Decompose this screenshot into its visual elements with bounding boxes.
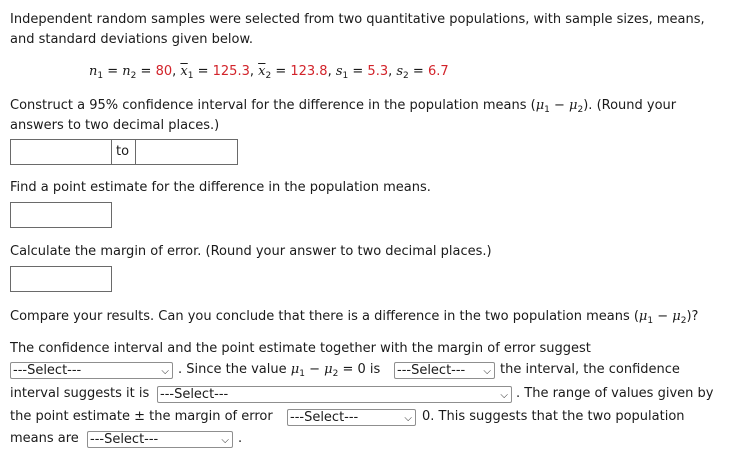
q2-text: Find a point estimate for the difference in the population means. [10,180,431,195]
q4-paragraph-line-1: The confidence interval and the point estimate together with the margin of error suggest [10,341,591,356]
q4-text: Compare your results. Can you conclude that there is a difference in the two population means $(\mu_1 - \mu_2)$? [10,309,699,326]
n-value: 80 [155,64,173,79]
q4-paragraph-line-4a: the point estimate ± the margin of error [10,409,273,424]
ci-suggests-select[interactable]: ---Select--- ⌵ [157,386,512,403]
chevron-down-icon: ⌵ [221,435,229,446]
ci-upper-input[interactable] [135,139,238,165]
chevron-down-icon: ⌵ [500,390,508,401]
chevron-down-icon: ⌵ [404,413,412,424]
q1-line-1: Construct a 95% confidence interval for the difference in the population means $(\mu_1 - \mu_2)$. (Round your [10,98,677,115]
q4-paragraph-line-3a: interval suggests it is [10,386,150,401]
point-estimate-input[interactable] [10,202,112,228]
x2-value: 123.8 [290,64,328,79]
q4-paragraph-line-2c: the interval, the confidence [500,362,680,377]
margin-of-error-input[interactable] [10,266,112,292]
range-compare-select[interactable]: ---Select--- ⌵ [287,409,416,426]
q4-paragraph-line-4b: 0. This suggests that the two population [422,409,685,424]
s2-value: 6.7 [427,64,449,79]
ci-lower-input[interactable] [10,139,112,165]
x1-value: 125.3 [212,64,250,79]
chevron-down-icon: ⌵ [161,366,169,377]
to-label: to [111,139,136,165]
q4-paragraph-line-2a: . Since the value $\mu_1 - \mu_2 = 0$ is [178,362,381,379]
s1-value: 5.3 [367,64,389,79]
in-interval-select[interactable]: ---Select--- ⌵ [394,362,495,379]
intro-line-2: and standard deviations given below. [10,32,254,47]
q4-paragraph-line-5b: . [238,431,243,446]
q3-text: Calculate the margin of error. (Round your answer to two decimal places.) [10,244,492,259]
means-are-select[interactable]: ---Select--- ⌵ [87,431,233,448]
chevron-down-icon: ⌵ [483,366,491,377]
q4-paragraph-line-5a: means are [10,431,79,446]
q1-line-2: answers to two decimal places.) [10,118,220,133]
intro-line-1: Independent random samples were selected from two quantitative populations, with sample sizes, means, [10,12,705,27]
q4-paragraph-line-3b: . The range of values given by [516,386,714,401]
suggest-select[interactable]: ---Select--- ⌵ [10,362,173,379]
given-values: $n_1 = n_2 = 80$, $\overline{x}_1 = 125.3$, $\overline{x}_2 = 123.8$, $s_1 = 5.3$, $s_2 = 6.7$ [89,64,449,81]
